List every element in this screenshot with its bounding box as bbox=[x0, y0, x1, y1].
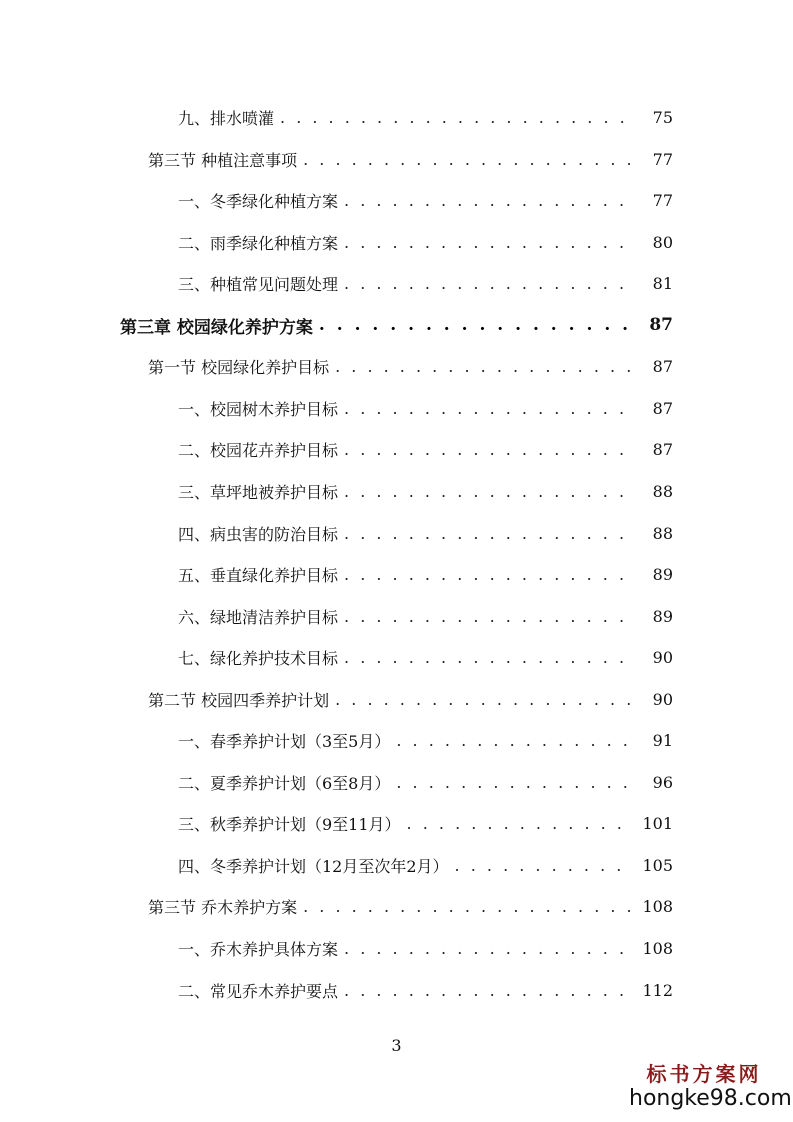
toc-entry-label: 四、病虫害的防治目标 bbox=[178, 524, 339, 544]
toc-leader-dots bbox=[455, 856, 633, 875]
toc-entry-label: 三、草坪地被养护目标 bbox=[178, 482, 339, 502]
toc-entry bbox=[0, 684, 793, 714]
toc-entry bbox=[0, 767, 793, 797]
toc-leader-dots bbox=[344, 274, 633, 293]
toc-entry-page: 101 bbox=[642, 813, 673, 833]
toc-entry-page: 88 bbox=[652, 481, 673, 501]
toc-entry-page: 112 bbox=[642, 980, 673, 1000]
toc-entry-label: 九、排水喷灌 bbox=[178, 108, 275, 128]
toc-entry bbox=[0, 310, 793, 340]
toc-entry bbox=[0, 185, 793, 215]
toc-leader-dots bbox=[344, 399, 633, 418]
toc-leader-dots bbox=[335, 690, 633, 709]
toc-entry-page: 90 bbox=[652, 647, 673, 667]
toc-entry-label: 一、校园树木养护目标 bbox=[178, 399, 339, 419]
toc-entry bbox=[0, 601, 793, 631]
toc-leader-dots bbox=[344, 524, 633, 543]
toc-entry-label: 七、绿化养护技术目标 bbox=[178, 648, 339, 668]
toc-leader-dots bbox=[344, 233, 633, 252]
toc-entry bbox=[0, 434, 793, 464]
toc-leader-dots bbox=[303, 150, 633, 169]
toc-leader-dots bbox=[407, 814, 633, 833]
site-watermark bbox=[629, 1062, 792, 1112]
toc-entry-label: 二、夏季养护计划（6至8月） bbox=[178, 773, 391, 793]
toc-entry-label: 六、绿地清洁养护目标 bbox=[178, 607, 339, 627]
toc-entry-label: 五、垂直绿化养护目标 bbox=[178, 565, 339, 585]
toc-entry-page: 91 bbox=[652, 730, 673, 750]
toc-entry-page: 87 bbox=[652, 356, 673, 376]
toc-leader-dots bbox=[344, 565, 633, 584]
toc-entry-label: 四、冬季养护计划（12月至次年2月） bbox=[178, 856, 449, 876]
toc-leader-dots bbox=[280, 108, 633, 127]
toc-entry-label: 一、春季养护计划（3至5月） bbox=[178, 731, 391, 751]
toc-entry bbox=[0, 808, 793, 838]
toc-entry-page: 87 bbox=[652, 398, 673, 418]
toc-entry bbox=[0, 975, 793, 1005]
toc-leader-dots bbox=[335, 357, 633, 376]
toc-entry-page: 77 bbox=[652, 149, 673, 169]
toc-entry-label: 第三节 种植注意事项 bbox=[148, 150, 298, 170]
toc-entry-page: 89 bbox=[652, 564, 673, 584]
toc-leader-dots bbox=[344, 939, 633, 958]
toc-leader-dots bbox=[344, 191, 633, 210]
toc-entry-label: 一、冬季绿化种植方案 bbox=[178, 191, 339, 211]
toc-entry-label: 三、种植常见问题处理 bbox=[178, 274, 339, 294]
toc-entry-page: 96 bbox=[652, 772, 673, 792]
toc-entry-page: 81 bbox=[652, 273, 673, 293]
toc-entry-label: 三、秋季养护计划（9至11月） bbox=[178, 814, 401, 834]
toc-entry-page: 90 bbox=[652, 689, 673, 709]
page-number: 3 bbox=[391, 1036, 402, 1055]
toc-entry bbox=[0, 642, 793, 672]
toc-entry bbox=[0, 891, 793, 921]
toc-entry-label: 二、校园花卉养护目标 bbox=[178, 440, 339, 460]
toc-entry bbox=[0, 850, 793, 880]
toc-entry-label: 第二节 校园四季养护计划 bbox=[148, 690, 330, 710]
toc-entry-label: 第三章 校园绿化养护方案 bbox=[120, 317, 313, 338]
toc-entry-label: 一、乔木养护具体方案 bbox=[178, 939, 339, 959]
toc-entry-page: 108 bbox=[642, 938, 673, 958]
toc-leader-dots bbox=[344, 440, 633, 459]
watermark-url: hongke98.com bbox=[629, 1086, 792, 1111]
toc-leader-dots bbox=[396, 773, 633, 792]
toc-entry-label: 第三节 乔木养护方案 bbox=[148, 897, 298, 917]
toc-entry bbox=[0, 102, 793, 132]
toc-leader-dots bbox=[344, 981, 633, 1000]
watermark-name: 标书方案网 bbox=[646, 1062, 762, 1086]
toc-entry-page: 80 bbox=[652, 232, 673, 252]
toc-entry-page: 108 bbox=[642, 896, 673, 916]
toc-entry-page: 105 bbox=[642, 855, 673, 875]
toc-entry-label: 二、雨季绿化种植方案 bbox=[178, 233, 339, 253]
toc-entry bbox=[0, 144, 793, 174]
toc-entry bbox=[0, 933, 793, 963]
toc-leader-dots bbox=[344, 482, 633, 501]
toc-entry-label: 第一节 校园绿化养护目标 bbox=[148, 357, 330, 377]
toc-entry bbox=[0, 268, 793, 298]
toc-entry-label: 二、常见乔木养护要点 bbox=[178, 981, 339, 1001]
toc-entry bbox=[0, 725, 793, 755]
toc-leader-dots bbox=[396, 731, 633, 750]
toc-entry-page: 75 bbox=[652, 107, 673, 127]
toc-entry-page: 87 bbox=[652, 439, 673, 459]
toc-entry bbox=[0, 393, 793, 423]
toc-entry-page: 89 bbox=[652, 606, 673, 626]
toc-leader-dots bbox=[344, 648, 633, 667]
toc-leader-dots bbox=[303, 897, 633, 916]
toc-entry bbox=[0, 227, 793, 257]
toc-entry bbox=[0, 351, 793, 381]
toc-leader-dots bbox=[344, 607, 633, 626]
toc-entry bbox=[0, 518, 793, 548]
toc-entry-page: 77 bbox=[652, 190, 673, 210]
toc-leader-dots bbox=[319, 315, 633, 335]
toc-entry-page: 87 bbox=[649, 315, 673, 335]
toc-entry-page: 88 bbox=[652, 523, 673, 543]
toc-entry bbox=[0, 476, 793, 506]
toc-entry bbox=[0, 559, 793, 589]
